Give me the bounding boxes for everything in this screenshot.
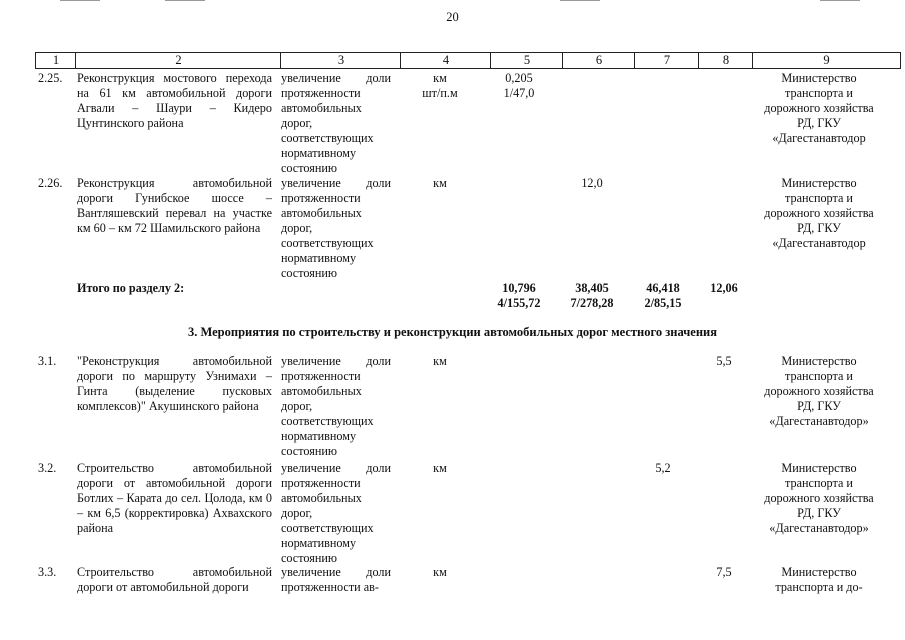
header-cell: 9: [752, 52, 901, 69]
row-name: Реконструкция автомобильной дороги Гунибское шоссе – Вантляшевский перевал на участке км 60 – км 72 Шамильского района: [77, 176, 272, 235]
header-cell: 8: [698, 52, 753, 69]
header-cell: 2: [75, 52, 281, 69]
row-value-7: 5,2: [655, 461, 671, 475]
row-responsible: Министерство транспорта и дорожного хозяйства РД, ГКУ «Дагестанавтодор: [764, 176, 874, 250]
row-indicator: увеличение доли протяженности ав-: [281, 565, 391, 594]
row-unit: км: [433, 461, 447, 475]
row-name: "Реконструкция автомобильной дороги по маршруту Узнимахи – Гинта (выделение пусковых комплексов)" Акушинского района: [77, 354, 272, 413]
header-cell: 1: [35, 52, 76, 69]
header-cell: 5: [490, 52, 563, 69]
total-value-7: 46,418 2/85,15: [644, 281, 682, 310]
row-name: Реконструкция мостового перехода на 61 км автомобильной дороги Агвали – Шаури – Кидеро Цунтинского района: [77, 71, 272, 130]
row-unit: км шт/п.м: [422, 71, 458, 100]
row-unit: км: [433, 565, 447, 579]
row-name: Строительство автомобильной дороги от автомобильной дороги Ботлих – Карата до сел. Цолода, км 0 – км 6,5 (корректировка) Ахвахского района: [77, 461, 272, 535]
row-value-5: 0,205 1/47,0: [503, 71, 535, 100]
scan-mark: [560, 0, 600, 1]
row-unit: км: [433, 354, 447, 368]
row-responsible: Министерство транспорта и дорожного хозяйства РД, ГКУ «Дагестанавтодор»: [764, 461, 874, 535]
header-cell: 3: [280, 52, 401, 69]
row-indicator: увеличение доли протяженности автомобильных дорог, соответствующих нормативному состоянию: [281, 176, 391, 280]
row-number: 3.3.: [38, 565, 57, 579]
row-number: 2.26.: [38, 176, 63, 190]
row-number: 3.1.: [38, 354, 57, 368]
total-value-8: 12,06: [710, 281, 738, 295]
row-indicator: увеличение доли протяженности автомобильных дорог, соответствующих нормативному состоянию: [281, 71, 391, 175]
table-header: [35, 52, 901, 69]
row-unit: км: [433, 176, 447, 190]
row-value-8: 5,5: [716, 354, 732, 368]
row-responsible: Министерство транспорта и до-: [775, 565, 863, 594]
header-cell: 4: [400, 52, 491, 69]
section-title: 3. Мероприятия по строительству и реконструкции автомобильных дорог местного значения: [188, 325, 717, 339]
total-value-6: 38,405 7/278,28: [570, 281, 614, 310]
header-cell: 6: [562, 52, 635, 69]
scan-mark: [165, 0, 205, 1]
row-value-6: 12,0: [581, 176, 603, 190]
total-value-5: 10,796 4/155,72: [497, 281, 541, 310]
scan-mark: [60, 0, 100, 1]
header-cell: 7: [634, 52, 699, 69]
row-name: Строительство автомобильной дороги от автомобильной дороги: [77, 565, 272, 594]
row-responsible: Министерство транспорта и дорожного хозяйства РД, ГКУ «Дагестанавтодор»: [764, 354, 874, 428]
row-value-8: 7,5: [716, 565, 732, 579]
page-number: 20: [446, 10, 459, 24]
row-indicator: увеличение доли протяженности автомобильных дорог, соответствующих нормативному состоянию: [281, 461, 391, 565]
row-responsible: Министерство транспорта и дорожного хозяйства РД, ГКУ «Дагестанавтодор: [764, 71, 874, 145]
total-label: Итого по разделу 2:: [77, 281, 185, 295]
row-number: 2.25.: [38, 71, 63, 85]
row-indicator: увеличение доли протяженности автомобильных дорог, соответствующих нормативному состоянию: [281, 354, 391, 458]
row-number: 3.2.: [38, 461, 57, 475]
scan-mark: [820, 0, 860, 1]
